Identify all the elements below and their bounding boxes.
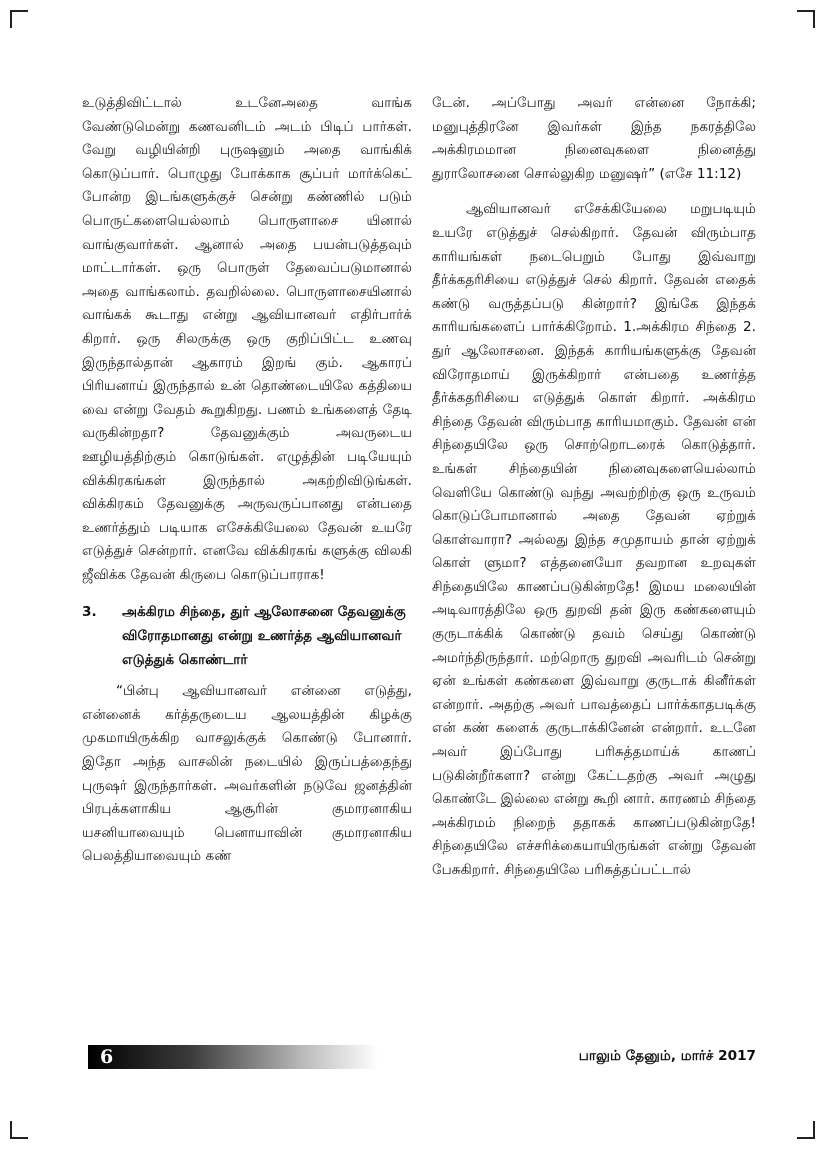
crop-mark-bottom-left: [10, 1121, 28, 1139]
right-column: [432, 92, 756, 883]
section-number: 3.: [82, 604, 97, 621]
left-paragraph-2: “பின்பு ஆவியானவர் என்னை எடுத்து, என்னைக் கர்த்தருடைய ஆலயத்தின் கிழக்கு முகமாயிருக்கிற வாசலுக்குக் கொண்டு போனார். இதோ அந்த வாசலின் நடையில் இருப்பத்தைந்து புருஷர் இருந்தார்கள். அவர்களின் நடுவே ஜனத்தின் பிரபுக்களாகிய ஆசூரின் குமாரனாகிய யசனியாவையும் பெனாயாவின் குமாரனாகிய பெலத்தியாவையும் கண்: [82, 683, 412, 865]
right-paragraph-1: டேன். அப்போது அவர் என்னை நோக்கி; மனுபுத்திரனே இவர்கள் இந்த நகரத்திலே அக்கிரமமான நினைவுகளை நினைத்து துராலோசனை சொல்லுகிற மனுஷர்” (எசே 11:12): [432, 95, 756, 182]
section-heading-3: [82, 601, 412, 672]
crop-mark-bottom-right: [797, 1121, 815, 1139]
page-footer: [88, 1045, 756, 1069]
left-column: [82, 92, 412, 869]
section-heading-text: அக்கிரம சிந்தை, துர் ஆலோசனை தேவனுக்கு விரோதமானது என்று உணர்த்த ஆவியானவர் எடுத்துக் கொண்டார்: [122, 604, 406, 668]
magazine-issue: பாலும் தேனும், மார்ச் 2017: [578, 1048, 756, 1064]
page-number: 6: [100, 1046, 114, 1068]
right-paragraph-2: ஆவியானவர் எசேக்கியேலை மறுபடியும் உயரே எடுத்துச் செல்கிறார். தேவன் விரும்பாத காரியங்கள் நடைபெறும் போது இவ்வாறு தீர்க்கதரிசியை எடுத்துச் செல் கிறார். தேவன் எதைக் கண்டு வருத்தப்படு கின்றார்? இங்கே இந்தக் காரியங்களைப் பார்க்கிறோம். 1.அக்கிரம சிந்தை 2. துர் ஆலோசனை. இந்தக் காரியங்களுக்கு தேவன் விரோதமாய் இருக்கிறார் என்பதை உணர்த்த தீர்க்கதரிசியை எடுத்துக் கொள் கிறார். அக்கிரம சிந்தை தேவன் விரும்பாத காரியமாகும். தேவன் என் சிந்தையிலே ஒரு சொற்றொடரைக் கொடுத்தார். உங்கள் சிந்தையின் நினைவுகளையெல்லாம் வெளியே கொண்டு வந்து அவற்றிற்கு ஒரு உருவம் கொடுப்போமானால் அதை தேவன் ஏற்றுக் கொள்வாரா? அல்லது இந்த சமுதாயம் தான் ஏற்றுக் கொள் ளுமா? எத்தனையோ தவறான உறவுகள் சிந்தையிலே காணப்படுகின்றதே! இமய மலையின் அடிவாரத்திலே ஒரு துறவி தன் இரு கண்களையும் குருடாக்கிக் கொண்டு தவம் செய்து கொண்டு அமர்ந்திருந்தார். மற்றொரு துறவி அவரிடம் சென்று ஏன் உங்கள் கண்களை இவ்வாறு குருடாக் கினீர்கள் என்றார். அதற்கு அவர் பாவத்தைப் பார்க்காதபடிக்கு என் கண் களைக் குருடாக்கினேன் என்றார். உடனே அவர் இப்போது பரிசுத்தமாய்க் காணப் படுகின்றீர்களா? என்று கேட்டதற்கு அவர் அழுது கொண்டே இல்லை என்று கூறி னார். காரணம் சிந்தை அக்கிரமம் நிறைந் ததாகக் காணப்படுகின்றதே! சிந்தையிலே எச்சரிக்கையாயிருங்கள் என்று தேவன் பேசுகிறார். சிந்தையிலே பரிசுத்தப்பட்டால்: [432, 201, 756, 878]
footer-gradient-bar: [88, 1045, 378, 1069]
crop-mark-top-left: [10, 10, 28, 28]
left-paragraph-1: உடுத்திவிட்டால் உடனேஅதை வாங்க வேண்டுமென்று கணவனிடம் அடம் பிடிப் பார்கள். வேறு வழியின்றி புருஷனும் அதை வாங்கிக் கொடுப்பார். பொழுது போக்காக சூப்பர் மார்க்கெட் போன்ற இடங்களுக்குச் சென்று கண்ணில் படும் பொருட்களையெல்லாம் பொருளாசை யினால் வாங்குவார்கள். ஆனால் அதை பயன்படுத்தவும் மாட்டார்கள். ஒரு பொருள் தேவைப்படுமானால் அதை வாங்கலாம். தவறில்லை. பொருளாசையினால் வாங்கக் கூடாது என்று ஆவியானவர் எதிர்பார்க் கிறார். ஒரு சிலருக்கு ஒரு குறிப்பிட்ட உணவு இருந்தால்தான் ஆகாரம் இறங் கும். ஆகாரப் பிரியனாய் இருந்தால் உன் தொண்டையிலே கத்தியை வை என்று வேதம் கூறுகிறது. பணம் உங்களைத் தேடி வருகின்றதா? தேவனுக்கும் அவருடைய ஊழியத்திற்கும் கொடுங்கள். எழுத்தின் படியேயும் விக்கிரகங்கள் இருந்தால் அகற்றிவிடுங்கள். விக்கிரகம் தேவனுக்கு அருவருப்பானது என்பதை உணர்த்தும் படியாக எசேக்கியேலை தேவன் உயரே எடுத்துச் சென்றார். எனவே விக்கிரகங் களுக்கு விலகி ஜீவிக்க தேவன் கிருபை கொடுப்பாராக!: [82, 95, 412, 583]
crop-mark-top-right: [797, 10, 815, 28]
